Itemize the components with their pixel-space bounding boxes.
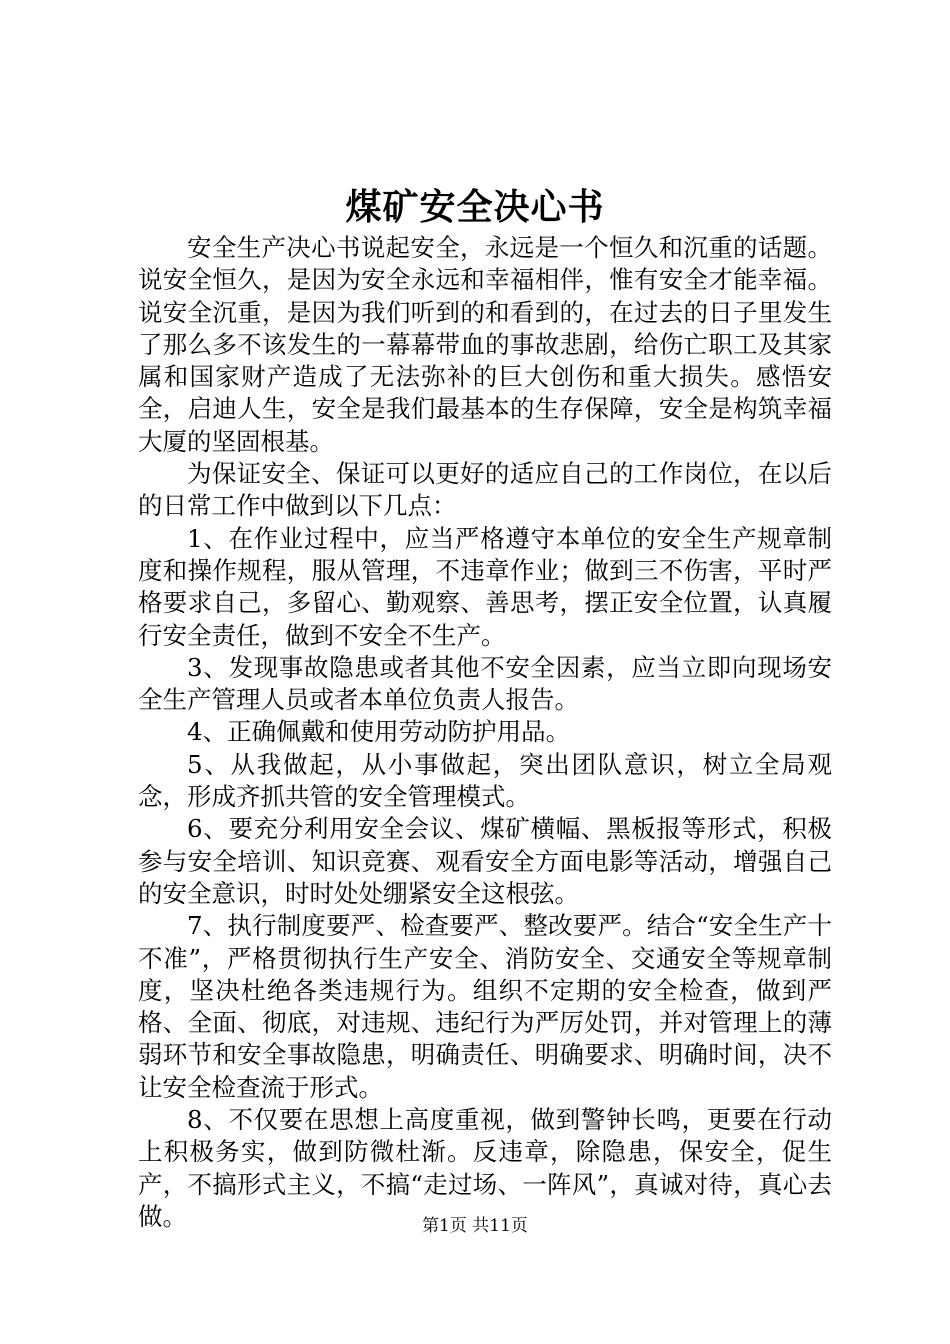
page-number-footer: 第1页 共11页 (422, 1216, 528, 1236)
paragraph-item-5: 5、从我做起，从小事做起，突出团队意识，树立全局观念，形成齐抓共管的安全管理模式。 (138, 749, 832, 812)
paragraph-commitment-lead: 为保证安全、保证可以更好的适应自己的工作岗位，在以后的日常工作中做到以下几点： (138, 459, 832, 521)
paragraph-item-3: 3、发现事故隐患或者其他不安全因素，应当立即向现场安全生产管理人员或者本单位负责人报告。 (138, 652, 832, 715)
paragraph-item-7: 7、执行制度要严、检查要严、整改要严。结合“安全生产十不准”，严格贯彻执行生产安全、消防安全、交通安全等规章制度，坚决杜绝各类违规行为。组织不定期的安全检查，做到严格、全面、彻底，对违规、违纪行为严厉处罚，并对管理上的薄弱环节和安全事故隐患，明确责任、明确要求、明确时间，决不让安全检查流于形式。 (138, 911, 832, 1102)
paragraph-item-8: 8、不仅要在思想上高度重视，做到警钟长鸣，更要在行动上积极务实，做到防微杜渐。反违章，除隐患，保安全，促生产，不搞形式主义，不搞“走过场、一阵风”，真诚对待，真心去做。 (138, 1105, 832, 1231)
document-title: 煤矿安全决心书 (345, 186, 605, 228)
paragraph-item-6: 6、要充分利用安全会议、煤矿横幅、黑板报等形式，积极参与安全培训、知识竞赛、观看安全方面电影等活动，增强自己的安全意识，时时处处绷紧安全这根弦。 (138, 814, 832, 908)
paragraph-item-4: 4、正确佩戴和使用劳动防护用品。 (187, 717, 571, 747)
paragraph-item-1: 1、在作业过程中，应当严格遵守本单位的安全生产规章制度和操作规程，服从管理，不违章作业；做到三不伤害，平时严格要求自己，多留心、勤观察、善思考，摆正安全位置，认真履行安全责任，做到不安全不生产。 (138, 523, 832, 650)
paragraph-intro: 安全生产决心书说起安全，永远是一个恒久和沉重的话题。说安全恒久，是因为安全永远和幸福相伴，惟有安全才能幸福。说安全沉重，是因为我们听到的和看到的，在过去的日子里发生了那么多不该发生的一幕幕带血的事故悲剧，给伤亡职工及其家属和国家财产造成了无法弥补的巨大创伤和重大损失。感悟安全，启迪人生，安全是我们最基本的生存保障，安全是构筑幸福大厦的坚固根基。 (138, 233, 832, 456)
document-body (138, 232, 832, 1233)
